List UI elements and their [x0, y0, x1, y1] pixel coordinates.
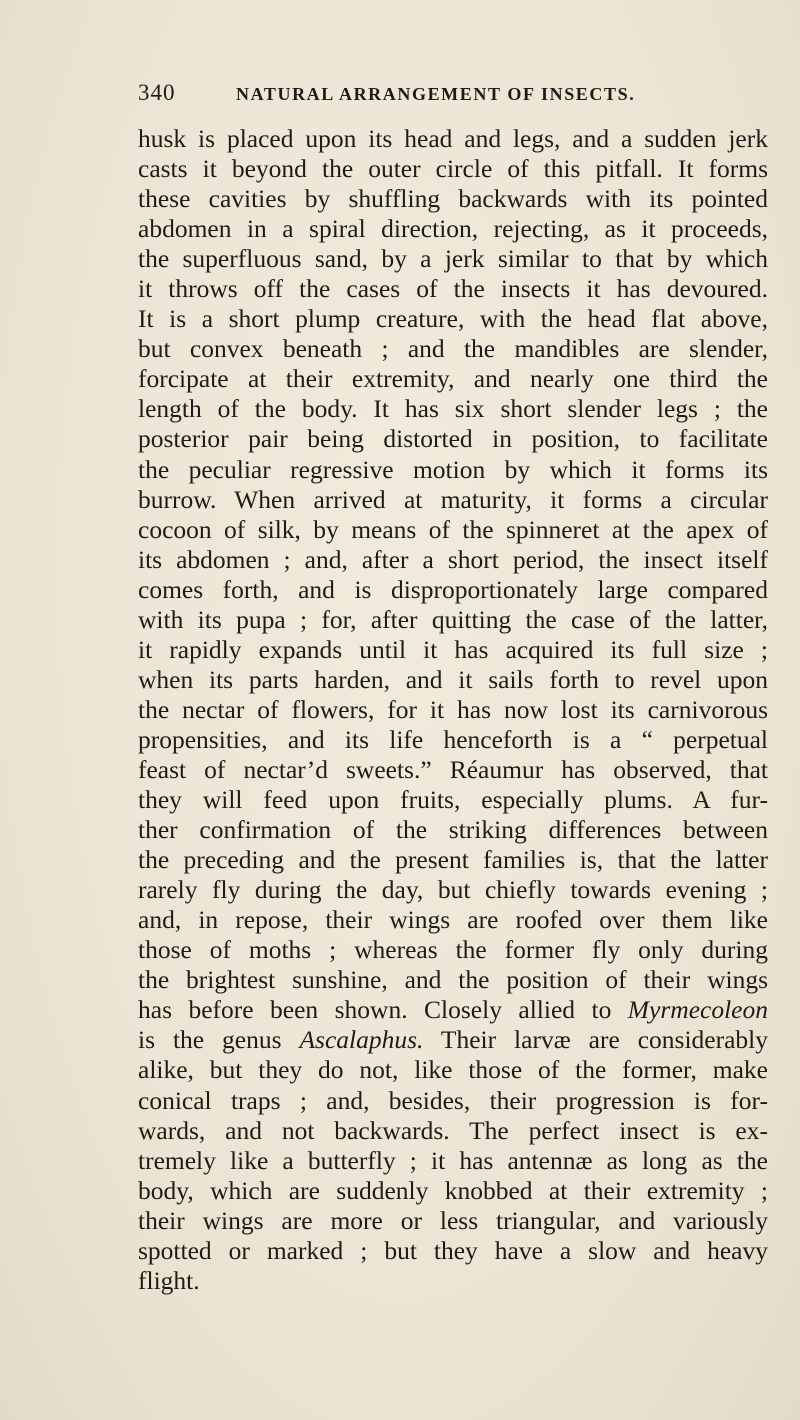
text-line: length of the body. It has six short slender legs ; the	[138, 394, 768, 424]
text-line: flight.	[138, 1265, 200, 1295]
text-line: their wings are more or less triangular, and variously	[138, 1205, 768, 1235]
text-line: forcipate at their extremity, and nearly one third the	[138, 364, 768, 394]
text-line: propensities, and its life henceforth is a “ perpetual	[138, 724, 768, 754]
text-line: and, in repose, their wings are roofed over them like	[138, 905, 768, 935]
text-line: It is a short plump creature, with the head flat above,	[138, 304, 768, 334]
running-title: NATURAL ARRANGEMENT OF INSECTS.	[236, 84, 636, 104]
text-line-with-italic	[138, 995, 768, 1025]
text-line: rarely fly during the day, but chiefly towards evening ;	[138, 875, 768, 905]
text-line: the brightest sunshine, and the position of their wings	[138, 965, 768, 995]
text-line: tremely like a butterfly ; it has antennæ as long as the	[138, 1145, 768, 1175]
text-line: the peculiar regressive motion by which it forms its	[138, 454, 768, 484]
text-line: those of moths ; whereas the former fly only during	[138, 935, 768, 965]
text-line: abdomen in a spiral direction, rejecting, as it proceeds,	[138, 214, 768, 244]
text-line-with-italic	[138, 1025, 768, 1055]
text-line: with its pupa ; for, after quitting the case of the latter,	[138, 604, 768, 634]
text-line: casts it beyond the outer circle of this pitfall. It forms	[138, 154, 768, 184]
text-segment: is the genus	[138, 1025, 300, 1055]
page-number: 340	[138, 80, 176, 105]
text-line: these cavities by shuffling backwards with its pointed	[138, 184, 768, 214]
text-line: feast of nectar’d sweets.” Réaumur has observed, that	[138, 754, 768, 784]
text-segment: has before been shown. Closely allied to	[138, 995, 628, 1025]
text-line: body, which are suddenly knobbed at their extremity ;	[138, 1175, 768, 1205]
text-line: when its parts harden, and it sails forth to revel upon	[138, 664, 768, 694]
text-line: posterior pair being distorted in position, to facilitate	[138, 424, 768, 454]
text-segment: Their larvæ are considerably	[423, 1025, 768, 1055]
text-line: it throws off the cases of the insects it has devoured.	[138, 274, 768, 304]
page-header	[138, 80, 768, 106]
text-line: the preceding and the present families is, that the latter	[138, 845, 768, 875]
text-line: husk is placed upon its head and legs, and a sudden jerk	[138, 124, 768, 153]
genus-myrmecoleon: Myrmecoleon	[627, 995, 768, 1025]
text-line: its abdomen ; and, after a short period, the insect itself	[138, 544, 768, 574]
text-line: ther confirmation of the striking differences between	[138, 815, 768, 845]
text-line: it rapidly expands until it has acquired its full size ;	[138, 634, 768, 664]
text-line: conical traps ; and, besides, their progression is for-	[138, 1085, 768, 1115]
text-line: comes forth, and is disproportionately large compared	[138, 574, 768, 604]
text-line: but convex beneath ; and the mandibles are slender,	[138, 334, 768, 364]
text-line: alike, but they do not, like those of the former, make	[138, 1055, 768, 1085]
body-text	[138, 124, 768, 1296]
text-line: the superfluous sand, by a jerk similar to that by which	[138, 244, 768, 274]
text-line: cocoon of silk, by means of the spinneret at the apex of	[138, 514, 768, 544]
text-line: wards, and not backwards. The perfect insect is ex-	[138, 1115, 768, 1145]
text-line: spotted or marked ; but they have a slow and heavy	[138, 1235, 768, 1265]
text-line: the nectar of flowers, for it has now lost its carnivorous	[138, 694, 768, 724]
text-line: they will feed upon fruits, especially plums. A fur-	[138, 785, 768, 815]
genus-ascalaphus: Ascalaphus.	[299, 1025, 424, 1055]
text-line: burrow. When arrived at maturity, it forms a circular	[138, 484, 768, 514]
